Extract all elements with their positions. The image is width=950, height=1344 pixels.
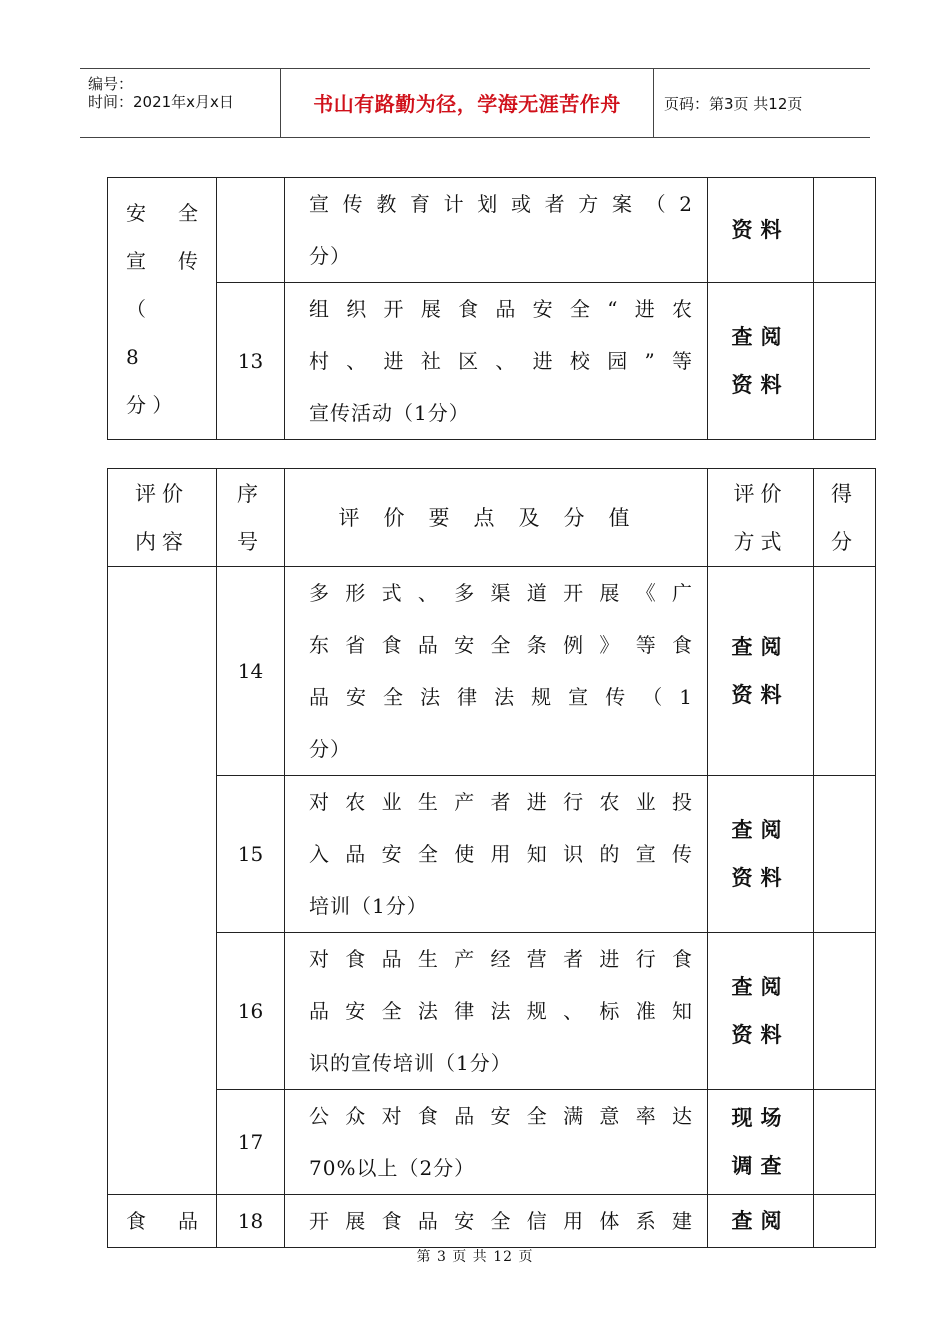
method-cell: [708, 776, 814, 933]
points-line: 组织开展食品安全“进农: [309, 297, 693, 321]
seq-cell: [217, 178, 285, 283]
points-line: 对食品生产经营者进行食: [309, 947, 693, 971]
category-cell: [108, 178, 217, 440]
method-cell: [708, 283, 814, 440]
points-cell: [285, 283, 708, 440]
method-line: 资料: [731, 866, 790, 890]
points-line: 多形式、多渠道开展《广: [309, 581, 693, 605]
header-line: 方式: [733, 529, 788, 554]
table-row: [108, 776, 876, 933]
points-line: 识的宣传培训（1分）: [309, 1051, 512, 1075]
method-cell: [708, 567, 814, 776]
category-cell: 食 品: [108, 1195, 217, 1248]
table-row: [108, 1195, 876, 1248]
document-time-label: 时间：2021年x月x日: [88, 93, 234, 111]
points-line: 分）: [309, 737, 351, 761]
header-content-cell: [108, 469, 217, 567]
page-header: [80, 68, 870, 138]
score-cell: [814, 933, 876, 1090]
points-line: 70%以上（2分）: [309, 1156, 476, 1180]
seq-cell: 14: [217, 567, 285, 776]
category-cell: [108, 567, 217, 1195]
header-line: 评价: [135, 481, 189, 506]
points-line: 东省食品安全条例》等食: [309, 633, 693, 657]
points-line: 对农业生产者进行农业投: [309, 790, 693, 814]
header-score-cell: [814, 469, 876, 567]
method-cell: 资料: [708, 178, 814, 283]
document-number-label: 编号：: [88, 75, 134, 93]
points-line: 品安全法律法规宣传（1: [309, 685, 693, 709]
seq-cell: 15: [217, 776, 285, 933]
points-line: 培训（1分）: [309, 894, 428, 918]
score-cell: [814, 776, 876, 933]
points-cell: [285, 933, 708, 1090]
method-line: 调查: [731, 1154, 790, 1178]
page-footer: 第 3 页 共 12 页: [416, 1249, 534, 1265]
seq-cell: 17: [217, 1090, 285, 1195]
points-cell: [285, 1090, 708, 1195]
category-line: 分 ）: [126, 392, 173, 417]
method-line: 查阅: [731, 818, 790, 842]
method-cell: [708, 1090, 814, 1195]
header-seq-cell: [217, 469, 285, 567]
score-cell: [814, 1195, 876, 1248]
score-cell: [814, 283, 876, 440]
method-line: 资料: [731, 373, 790, 397]
method-line: 查阅: [731, 635, 790, 659]
points-line: 公众对食品安全满意率达: [309, 1104, 693, 1128]
points-line: 村、进社区、进校园”等: [309, 349, 693, 373]
header-line: 号: [237, 529, 264, 554]
points-cell: [285, 776, 708, 933]
points-line: 分）: [309, 244, 351, 268]
header-page-info: 页码：第3页 共12页: [664, 95, 803, 113]
seq-cell: 18: [217, 1195, 285, 1248]
method-cell: 查阅: [708, 1195, 814, 1248]
points-cell: 开展食品安全信用体系建: [285, 1195, 708, 1248]
points-cell: [285, 178, 708, 283]
category-line: 安 全: [126, 200, 198, 225]
header-points-cell: 评价要点及分值: [285, 469, 708, 567]
score-cell: [814, 1090, 876, 1195]
table-row: [108, 933, 876, 1090]
score-cell: [814, 567, 876, 776]
table-header-row: [108, 469, 876, 567]
method-line: 查阅: [731, 975, 790, 999]
points-cell: [285, 567, 708, 776]
evaluation-table-part1: [107, 177, 876, 440]
header-line: 内容: [135, 529, 189, 554]
method-line: 现场: [731, 1106, 790, 1130]
header-meta: [80, 69, 281, 137]
table-row: [108, 283, 876, 440]
table-row: [108, 1090, 876, 1195]
method-line: 资料: [731, 1023, 790, 1047]
header-method-cell: [708, 469, 814, 567]
method-line: 资料: [731, 683, 790, 707]
seq-cell: 16: [217, 933, 285, 1090]
points-line: 品安全法律法规、标准知: [309, 999, 693, 1023]
category-line: 宣 传: [126, 248, 198, 273]
points-line: 入品安全使用知识的宣传: [309, 842, 693, 866]
header-line: 评价: [733, 481, 788, 506]
table-row: [108, 178, 876, 283]
header-line: 分: [831, 529, 858, 554]
header-motto: 书山有路勤为径，学海无涯苦作舟: [281, 69, 654, 137]
header-line: 得: [831, 481, 858, 506]
category-line: （ 8: [126, 296, 186, 369]
method-line: 查阅: [731, 325, 790, 349]
table-row: [108, 567, 876, 776]
score-cell: [814, 178, 876, 283]
method-cell: [708, 933, 814, 1090]
header-line: 序: [237, 481, 264, 506]
evaluation-table-part2: [107, 468, 876, 1248]
seq-cell: 13: [217, 283, 285, 440]
points-line: 宣传教育计划或者方案（2: [309, 192, 693, 216]
points-line: 宣传活动（1分）: [309, 401, 470, 425]
